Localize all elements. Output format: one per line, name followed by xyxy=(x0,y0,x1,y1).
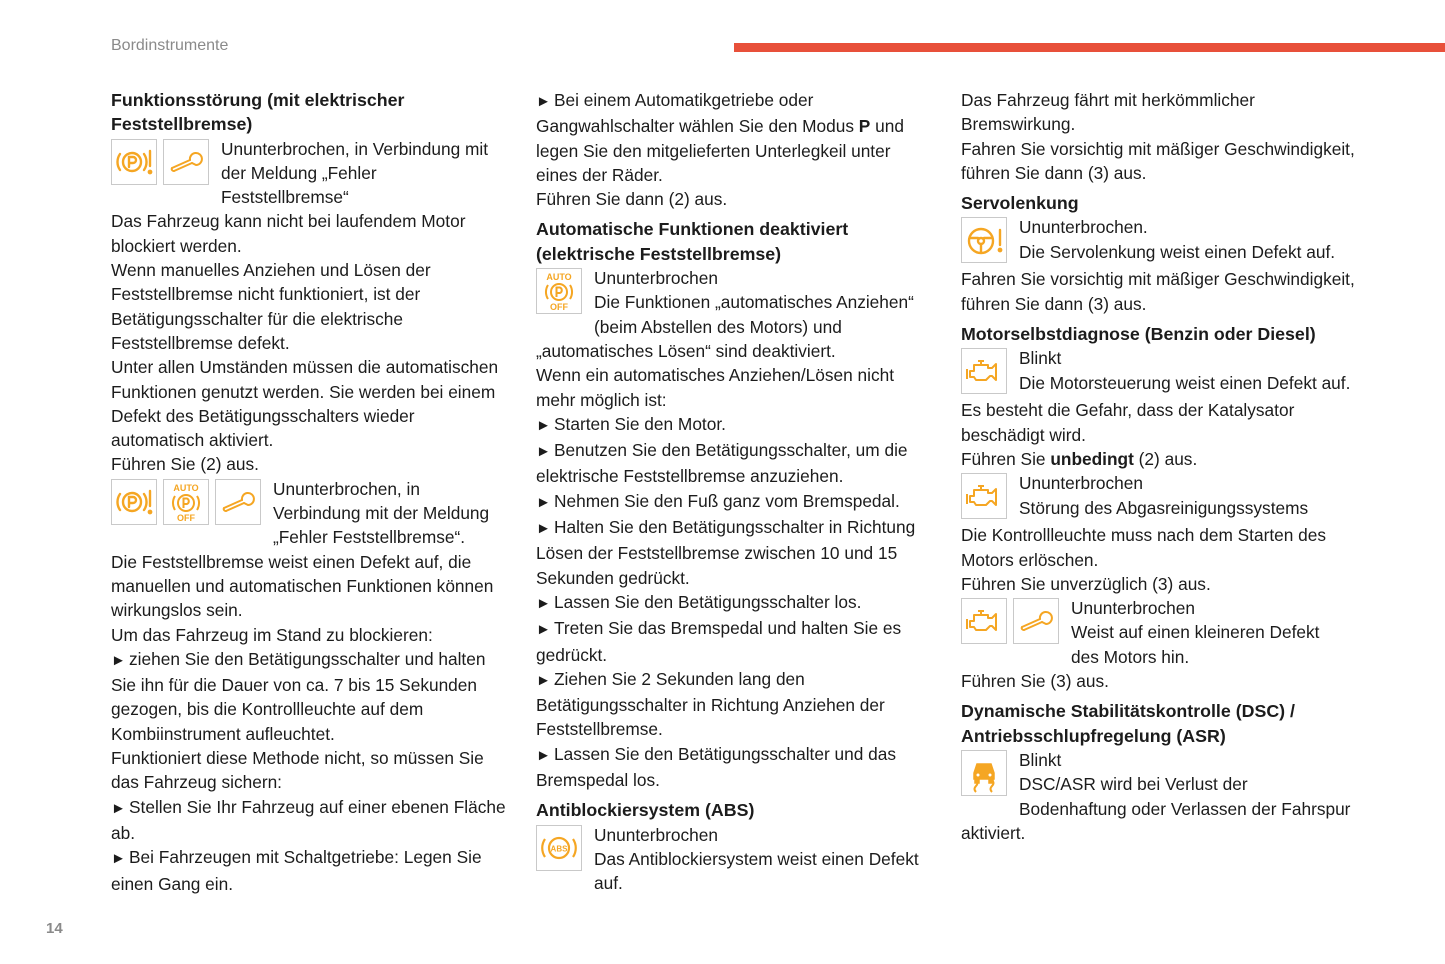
bullet-arrow-icon: ► xyxy=(536,93,551,110)
paragraph: Führen Sie dann (2) aus. xyxy=(536,189,728,210)
warning-block xyxy=(536,823,936,896)
bullet-item: ► Starten Sie den Motor. xyxy=(536,412,936,438)
icon-group xyxy=(111,139,215,187)
warning-block xyxy=(961,471,1371,523)
auto-park-off-icon xyxy=(536,268,582,314)
bullet-item: ► Lassen Sie den Betätigungsschalter und das Bremspedal los. xyxy=(536,743,897,791)
icon-group xyxy=(111,479,267,527)
block-text: Die Servolenkung weist einen Defekt auf. xyxy=(1019,241,1336,262)
paragraph: Wenn manuelles Anziehen und Lösen der Feststellbremse nicht funktioniert, ist der Betätigungsschalter für die elektrische Feststellbremse defekt. xyxy=(111,260,431,353)
block-text: „Fehler Feststellbremse“. xyxy=(273,527,466,548)
paragraph: Funktioniert diese Methode nicht, so müssen Sie das Fahrzeug sichern: xyxy=(111,748,484,793)
warning-block xyxy=(111,477,511,550)
icon-group xyxy=(536,825,588,873)
auto-park-off-icon xyxy=(163,479,209,525)
block-text: Ununterbrochen xyxy=(1019,473,1143,494)
wrench-icon xyxy=(163,139,209,185)
bullet-arrow-icon: ► xyxy=(536,443,551,461)
bullet-arrow-icon: ► xyxy=(536,594,551,612)
page-number: 14 xyxy=(46,920,63,937)
block-text: Feststellbremse“ xyxy=(221,187,349,208)
paragraph: Um das Fahrzeug im Stand zu blockieren: xyxy=(111,624,433,645)
bullet-arrow-icon: ► xyxy=(536,493,551,511)
steering-warning-icon xyxy=(961,217,1007,263)
block-text: Ununterbrochen xyxy=(1071,598,1195,619)
paragraph: Unter allen Umständen müssen die automatischen Funktionen genutzt werden. Sie werden bei einem Defekt des Betätigungsschalters wieder automatisch aktiviert. xyxy=(111,357,499,451)
paragraph: Führen Sie (2) aus. xyxy=(111,454,259,475)
icon-group xyxy=(961,473,1013,521)
bullet-arrow-icon: ► xyxy=(111,651,126,669)
engine-icon xyxy=(961,598,1007,644)
dsc-skid-icon xyxy=(961,750,1007,796)
block-text: Ununterbrochen, in Verbindung mit xyxy=(221,138,489,159)
column-3 xyxy=(961,88,1371,845)
header-accent-bar xyxy=(734,43,1445,52)
block-text: Bodenhaftung oder Verlassen der Fahrspur aktiviert. xyxy=(961,798,1351,843)
bullet-arrow-icon: ► xyxy=(536,621,551,639)
block-text: Weist auf einen kleineren Defekt xyxy=(1071,622,1320,643)
block-text: Blinkt xyxy=(1019,749,1062,770)
block-text: Störung des Abgasreinigungssystems xyxy=(1019,497,1309,518)
icon-group xyxy=(961,217,1013,265)
bullet-arrow-icon: ► xyxy=(536,746,551,764)
abs-icon xyxy=(536,825,582,871)
block-text: Ununterbrochen. xyxy=(1019,217,1148,238)
paragraph: Fahren Sie vorsichtig mit mäßiger Geschwindigkeit, führen Sie dann (3) aus. xyxy=(961,269,1355,314)
bullet-arrow-icon: ► xyxy=(536,520,551,538)
block-text: (beim Abstellen des Motors) und „automatisches Lösen“ sind deaktiviert. xyxy=(536,316,842,361)
bullet-item: ► Bei Fahrzeugen mit Schaltgetriebe: Legen Sie einen Gang ein. xyxy=(111,847,482,894)
paragraph: Fahren Sie vorsichtig mit mäßiger Geschwindigkeit, führen Sie dann (3) aus. xyxy=(961,138,1355,183)
heading-abs: Antiblockiersystem (ABS) xyxy=(536,800,755,821)
icon-group xyxy=(536,268,588,316)
paragraph: Führen Sie unverzüglich (3) aus. xyxy=(961,573,1211,594)
bullet-item: ► ziehen Sie den Betätigungsschalter und halten Sie ihn für die Dauer von ca. 7 bis 15 Sekunden gezogen, bis die Kontrollleuchte auf dem Kombiinstrument aufleuchtet. xyxy=(111,648,486,744)
engine-icon xyxy=(961,473,1007,519)
bullet-arrow-icon: ► xyxy=(536,671,551,689)
engine-icon xyxy=(961,348,1007,394)
warning-block xyxy=(961,346,1371,398)
icon-group xyxy=(961,750,1013,798)
block-text: Die Motorsteuerung weist einen Defekt auf. xyxy=(1019,372,1351,393)
parking-brake-warning-icon xyxy=(111,479,157,525)
paragraph: Das Fahrzeug kann nicht bei laufendem Motor blockiert werden. xyxy=(111,211,466,256)
bullet-arrow-icon: ► xyxy=(111,850,126,868)
column-2 xyxy=(536,88,936,896)
bullet-item: ► Lassen Sie den Betätigungsschalter los. xyxy=(536,590,936,616)
bullet-item: ► Stellen Sie Ihr Fahrzeug auf einer ebenen Fläche ab. xyxy=(111,796,506,843)
warning-block xyxy=(961,748,1371,845)
bullet-item: ► Halten Sie den Betätigungsschalter in Richtung Lösen der Feststellbremse zwischen 10 und 15 Sekunden gedrückt. xyxy=(536,517,916,588)
heading-parking-brake-fault: Funktionsstörung (mit elektrischer Feststellbremse) xyxy=(111,90,405,135)
bullet-item: ► Treten Sie das Bremspedal und halten Sie es gedrückt. xyxy=(536,618,902,665)
warning-block xyxy=(961,215,1371,267)
wrench-icon xyxy=(1013,598,1059,644)
warning-block xyxy=(536,266,936,363)
heading-auto-functions-disabled: Automatische Funktionen deaktiviert (elektrische Feststellbremse) xyxy=(536,219,849,264)
bullet-item: ► Ziehen Sie 2 Sekunden lang den Betätigungsschalter in Richtung Anziehen der Feststellbremse. xyxy=(536,668,885,740)
heading-engine-diagnosis: Motorselbstdiagnose (Benzin oder Diesel) xyxy=(961,324,1316,345)
icon-group xyxy=(961,348,1013,396)
heading-dsc-asr: Dynamische Stabilitätskontrolle (DSC) / Antriebsschlupfregelung (ASR) xyxy=(961,701,1295,746)
block-text: Die Funktionen „automatisches Anziehen“ xyxy=(594,292,914,313)
block-text: der Meldung „Fehler xyxy=(221,162,377,183)
warning-block xyxy=(111,137,511,210)
block-text: Ununterbrochen xyxy=(594,824,718,845)
parking-brake-warning-icon xyxy=(111,139,157,185)
bullet-item: ► Bei einem Automatikgetriebe oder Gangwahlschalter wählen Sie den Modus P und legen Sie den mitgelieferten Unterlegkeil unter eines der Räder. xyxy=(536,90,904,185)
bullet-arrow-icon: ► xyxy=(111,799,126,817)
heading-power-steering: Servolenkung xyxy=(961,193,1079,214)
paragraph: Führen Sie unbedingt (2) aus. xyxy=(961,448,1198,469)
block-text: des Motors hin. xyxy=(1071,646,1190,667)
wrench-icon xyxy=(215,479,261,525)
block-text: DSC/ASR wird bei Verlust der xyxy=(1019,774,1248,795)
block-text: Ununterbrochen xyxy=(594,268,718,289)
block-text: Ununterbrochen, in xyxy=(273,478,420,499)
bullet-item: ► Nehmen Sie den Fuß ganz vom Bremspedal. xyxy=(536,489,936,515)
icon-group xyxy=(961,598,1065,646)
column-1 xyxy=(111,88,511,896)
block-text: Blinkt xyxy=(1019,348,1062,369)
bullet-arrow-icon: ► xyxy=(536,416,551,434)
block-text: Verbindung mit der Meldung xyxy=(273,503,490,524)
paragraph: Das Fahrzeug fährt mit herkömmlicher Bremswirkung. xyxy=(961,90,1255,135)
paragraph: Wenn ein automatisches Anziehen/Lösen nicht mehr möglich ist: xyxy=(536,365,895,410)
block-text: auf. xyxy=(594,873,623,894)
section-title: Bordinstrumente xyxy=(111,37,229,54)
paragraph: Führen Sie (3) aus. xyxy=(961,671,1109,692)
block-text: Das Antiblockiersystem weist einen Defekt xyxy=(594,848,919,869)
paragraph: Es besteht die Gefahr, dass der Katalysator beschädigt wird. xyxy=(961,400,1295,445)
bullet-item: ► Benutzen Sie den Betätigungsschalter, um die elektrische Feststellbremse anzuziehen. xyxy=(536,440,908,487)
paragraph: Die Feststellbremse weist einen Defekt auf, die manuellen und automatischen Funktionen können wirkungslos sein. xyxy=(111,551,494,621)
paragraph: Die Kontrollleuchte muss nach dem Starten des Motors erlöschen. xyxy=(961,525,1327,570)
warning-block xyxy=(961,596,1371,669)
